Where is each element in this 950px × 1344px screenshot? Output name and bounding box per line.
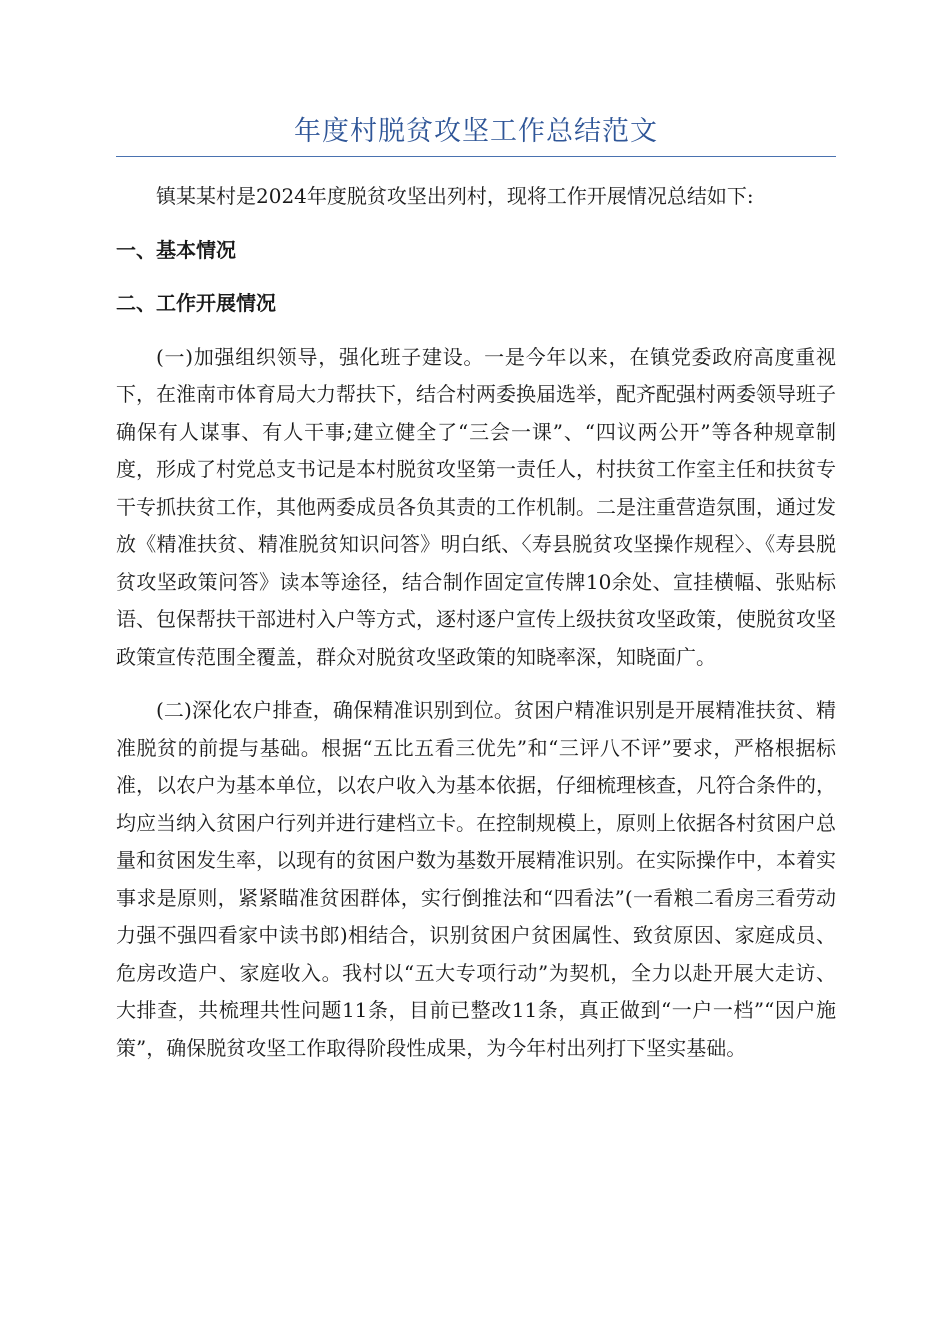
document-page	[116, 108, 836, 1067]
title-underline	[116, 156, 836, 157]
document-title: 年度村脱贫攻坚工作总结范文	[294, 116, 658, 147]
body-paragraph-organization: (一)加强组织领导，强化班子建设。一是今年以来，在镇党委政府高度重视下，在淮南市体育局大力帮扶下，结合村两委换届选举，配齐配强村两委领导班子确保有人谋事、有人干事;建立健全了“三会一课”、“四议两公开”等各种规章制度，形成了村党总支书记是本村脱贫攻坚第一责任人，村扶贫工作室主任和扶贫专干专抓扶贫工作，其他两委成员各负其责的工作机制。二是注重营造氛围，通过发放《精准扶贫、精准脱贫知识问答》明白纸、〈寿县脱贫攻坚操作规程〉、《寿县脱贫攻坚政策问答》读本等途径，结合制作固定宣传牌10余处、宣挂横幅、张贴标语、包保帮扶干部进村入户等方式，逐村逐户宣传上级扶贫攻坚政策，使脱贫攻坚政策宣传范围全覆盖，群众对脱贫攻坚政策的知晓率深，知晓面广。	[116, 344, 836, 669]
body-paragraph-identification: (二)深化农户排查，确保精准识别到位。贫困户精准识别是开展精准扶贫、精准脱贫的前提与基础。根据“五比五看三优先”和“三评八不评”要求，严格根据标准，以农户为基本单位，以农户收入为基本依据，仔细梳理核查，凡符合条件的，均应当纳入贫困户行列并进行建档立卡。在控制规模上，原则上依据各村贫困户总量和贫困发生率，以现有的贫困户数为基数开展精准识别。在实际操作中，本着实事求是原则，紧紧瞄准贫困群体，实行倒推法和“四看法”(一看粮二看房三看劳动力强不强四看家中读书郎)相结合，识别贫困户贫困属性、致贫原因、家庭成员、危房改造户、家庭收入。我村以“五大专项行动”为契机，全力以赴开展大走访、大排查，共梳理共性问题11条，目前已整改11条，真正做到“一户一档”“因户施策”，确保脱贫攻坚工作取得阶段性成果，为今年村出列打下坚实基础。	[116, 698, 836, 1060]
intro-paragraph: 镇某某村是2024年度脱贫攻坚出列村，现将工作开展情况总结如下:	[156, 184, 754, 208]
section-heading-basic-situation: 一、基本情况	[116, 237, 236, 262]
section-heading-work-progress: 二、工作开展情况	[116, 291, 276, 315]
